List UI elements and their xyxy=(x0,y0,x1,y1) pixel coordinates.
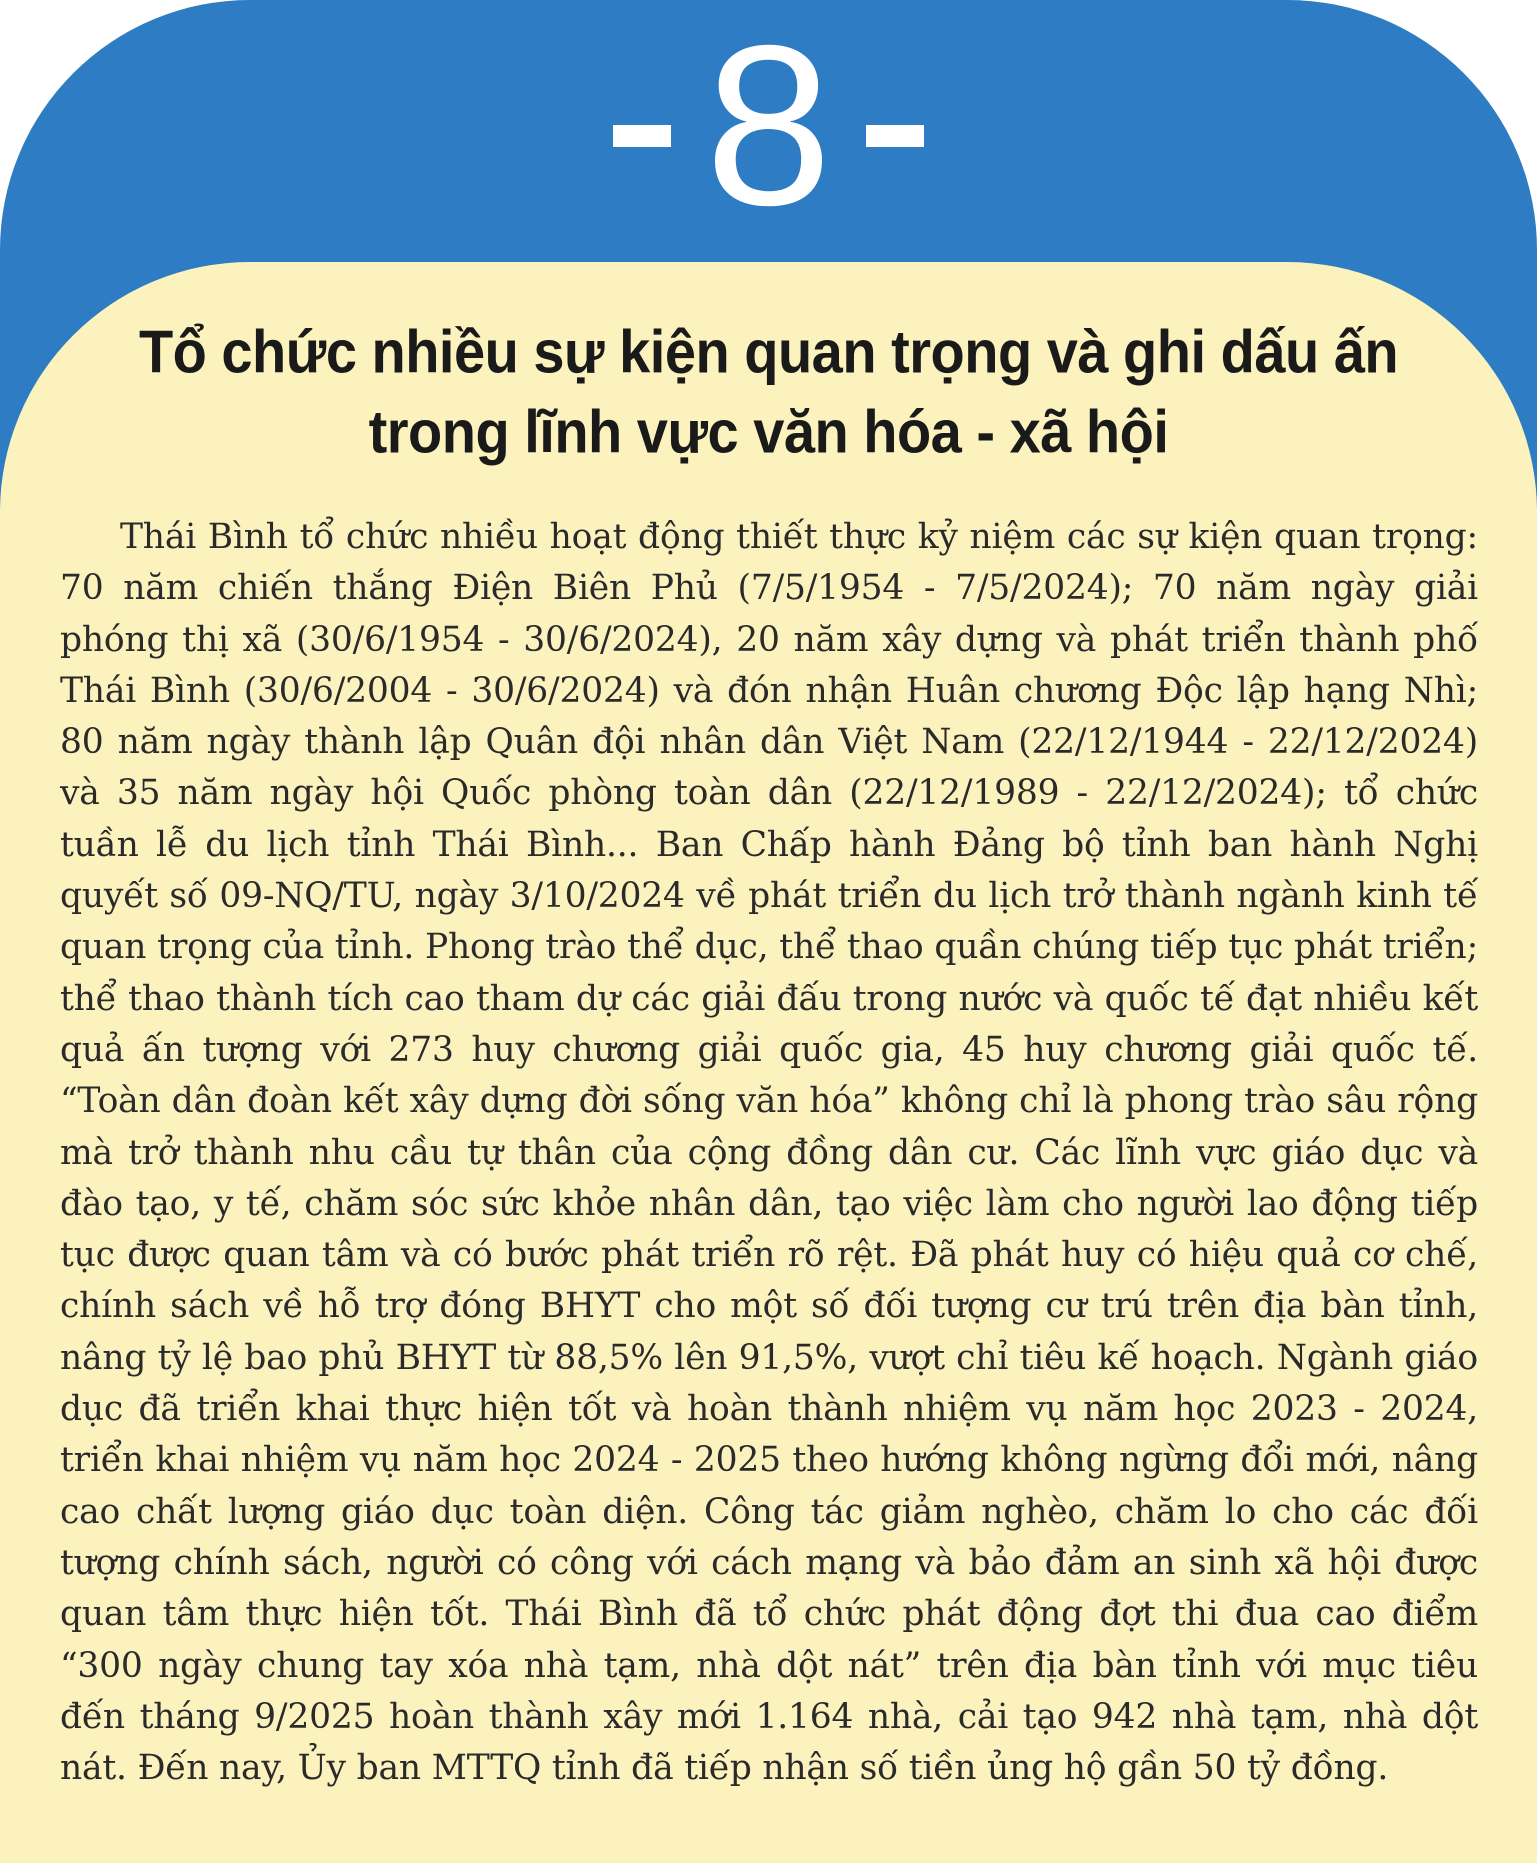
left-dash xyxy=(613,125,671,147)
body-paragraph: Thái Bình tổ chức nhiều hoạt động thiết thực kỷ niệm các sự kiện quan trọng: 70 năm chiến thắng Điện Biên Phủ (7/5/1954 - 7/5/2024); 70 năm ngày giải phóng thị xã (30/6/1954 - 30/6/2024), 20 năm xây dựng và phát triển thành phố Thái Bình (30/6/2004 - 30/6/2024) và đón nhận Huân chương Độc lập hạng Nhì; 80 năm ngày thành lập Quân đội nhân dân Việt Nam (22/12/1944 - 22/12/2024) và 35 năm ngày hội Quốc phòng toàn dân (22/12/1989 - 22/12/2024); tổ chức tuần lễ du lịch tỉnh Thái Bình... Ban Chấp hành Đảng bộ tỉnh ban hành Nghị quyết số 09-NQ/TU, ngày 3/10/2024 về phát triển du lịch trở thành ngành kinh tế quan trọng của tỉnh. Phong trào thể dục, thể thao quần chúng tiếp tục phát triển; thể thao thành tích cao tham dự các giải đấu trong nước và quốc tế đạt nhiều kết quả ấn tượng với 273 huy chương giải quốc gia, 45 huy chương giải quốc tế. “Toàn dân đoàn kết xây dựng đời sống văn hóa” không chỉ là phong trào sâu rộng mà trở thành nhu cầu tự thân của cộng đồng dân cư. Các lĩnh vực giáo dục và đào tạo, y tế, chăm sóc sức khỏe nhân dân, tạo việc làm cho người lao động tiếp tục được quan tâm và có bước phát triển rõ rệt. Đã phát huy có hiệu quả cơ chế, chính sách về hỗ trợ đóng BHYT cho một số đối tượng cư trú trên địa bàn tỉnh, nâng tỷ lệ bao phủ BHYT từ 88,5% lên 91,5%, vượt chỉ tiêu kế hoạch. Ngành giáo dục đã triển khai thực hiện tốt và hoàn thành nhiệm vụ năm học 2023 - 2024, triển khai nhiệm vụ năm học 2024 - 2025 theo hướng không ngừng đổi mới, nâng cao chất lượng giáo dục toàn diện. Công tác giảm nghèo, chăm lo cho các đối tượng chính sách, người có công với cách mạng và bảo đảm an sinh xã hội được quan tâm thực hiện tốt. Thái Bình đã tổ chức phát động đợt thi đua cao điểm “300 ngày chung tay xóa nhà tạm, nhà dột nát” trên địa bàn tỉnh với mục tiêu đến tháng 9/2025 hoàn thành xây mới 1.164 nhà, cải tạo 942 nhà tạm, nhà dột nát. Đến nay, Ủy ban MTTQ tỉnh đã tiếp nhận số tiền ủng hộ gần 50 tỷ đồng. xyxy=(60,517,1478,1789)
headline-line-1: Tổ chức nhiều sự kiện quan trọng và ghi dấu ấn xyxy=(138,317,1399,386)
headline-line-2: trong lĩnh vực văn hóa - xã hội xyxy=(368,397,1169,466)
section-number-badge xyxy=(0,0,1537,262)
section-number: 8 xyxy=(705,0,832,253)
right-dash xyxy=(866,125,924,147)
headline xyxy=(90,312,1447,472)
